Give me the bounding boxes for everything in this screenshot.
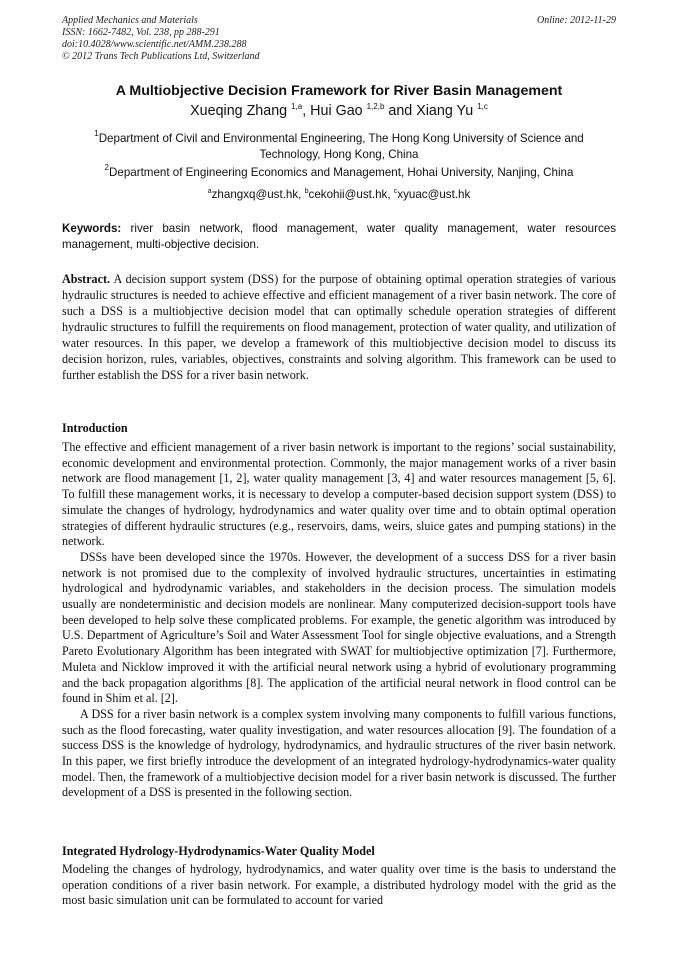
abstract-text: A decision support system (DSS) for the purpose of obtaining optimal operation strategies of various hydraulic structures is needed to achieve effective and efficient management of a river basin network. The core of such a DSS is a multiobjective decision model that can optimally schedule operation strategies of different hydraulic structures to fulfill the requirements on flood management, protection of water quality, and utilization of water resources. In this paper, we develop a framework of this multiobjective decision model to discuss its decision horizon, rules, variables, objectives, constraints and solving algorithm. This framework can be used to further establish the DSS for a river basin network. — [62, 272, 616, 382]
author-name: Hui Gao — [310, 103, 363, 119]
email-marker: a — [207, 188, 212, 195]
email-list — [62, 187, 616, 203]
affiliation-marker: 1 — [94, 129, 99, 138]
section-heading-integrated-model: Integrated Hydrology-Hydrodynamics-Water Quality Model — [62, 844, 375, 858]
issn-line: ISSN: 1662-7482, Vol. 238, pp 288-291 — [62, 27, 220, 38]
affiliation-2 — [62, 165, 616, 181]
section-heading-introduction: Introduction — [62, 421, 128, 435]
copyright-line: © 2012 Trans Tech Publications Ltd, Switzerland — [62, 51, 260, 62]
author-affil-marker: 1,a — [291, 102, 303, 111]
body-paragraph: A DSS for a river basin network is a complex system involving many components to fulfill various functions, such as the flood forecasting, water quality investigation, and water resources allocation [9]. The foundation of a success DSS is the knowledge of hydrology, hydrodynamics, and hydraulic structures of the river basin network. In this paper, we first briefly introduce the development of an integrated hydrology-hydrodynamics-water quality model. Then, the framework of a multiobjective decision model for a river basin network is discussed. The further development of a DSS is presented in the following section. — [62, 706, 616, 800]
email-address[interactable]: zhangxq@ust.hk — [211, 188, 299, 201]
author-name: Xueqing Zhang — [190, 103, 288, 119]
email-separator: , — [387, 188, 394, 201]
journal-header — [62, 15, 616, 63]
affiliation-text: Department of Engineering Economics and Management, Hohai University, Nanjing, China — [109, 166, 574, 179]
author-separator: and — [384, 103, 417, 119]
section-body-introduction — [62, 440, 616, 801]
body-paragraph: The effective and efficient management of a river basin network is important to the regions’ social sustainability, economic development and environmental protection. Commonly, the major management works of a river basin network are flood management [1, 2], water quality management [3, 4] and water resources management [5, 6]. To fulfill these management works, it is necessary to develop a computer-based decision support system (DSS) to simulate the changes of hydrology, hydrodynamics and water quality over time and to obtain optimal operation strategies of different hydraulic structures (e.g., reservoirs, dams, weirs, sluice gates and pumping stations) in the network. — [62, 440, 616, 549]
email-address[interactable]: cekohii@ust.hk — [308, 188, 388, 201]
doi-line: doi:10.4028/www.scientific.net/AMM.238.288 — [62, 39, 247, 50]
abstract-label: Abstract. — [62, 272, 111, 286]
author-name: Xiang Yu — [416, 103, 474, 119]
abstract-block — [62, 271, 616, 383]
section-body-integrated-model — [62, 862, 616, 909]
journal-name: Applied Mechanics and Materials — [62, 15, 198, 26]
affiliation-1 — [74, 131, 604, 163]
affiliation-marker: 2 — [104, 163, 109, 172]
keywords-block — [62, 221, 616, 253]
paper-title: A Multiobjective Decision Framework for River Basin Management — [115, 83, 563, 99]
email-marker: b — [304, 188, 309, 195]
author-affil-marker: 1,c — [477, 102, 488, 111]
affiliation-text: Department of Civil and Environmental Engineering, The Hong Kong University of Science and Technology, Hong Kong, China — [98, 132, 584, 161]
body-paragraph: DSSs have been developed since the 1970s. However, the development of a success DSS for a river basin network is not promised due to the complexity of involved hydraulic structures, uncertainties in estimating hydrological and hydrodynamic variables, and stakeholders in the decision process. The simulation models usually are nondeterministic and decision models are nonlinear. Many computerized decision-support tools have been developed to help solve these complicated problems. For example, the genetic algorithm was introduced by U.S. Department of Agriculture’s Soil and Water Assessment Tool for single objective evaluations, and a Strength Pareto Evolutionary Algorithm has been integrated with SWAT for multiobjective optimization [7]. Furthermore, Muleta and Nicklow improved it with the artificial neural network using a hybrid of evolutionary programming and the back propagation algorithms [8]. The application of the artificial neural network in flood control can be found in Shim et al. [2]. — [62, 549, 616, 706]
keywords-text: river basin network, flood management, water quality management, water resources management, multi-objective decision. — [62, 222, 616, 251]
body-paragraph: Modeling the changes of hydrology, hydrodynamics, and water quality over time is the basis to understand the operation conditions of a river basin network. For example, a distributed hydrology model with the grid as the most basic simulation unit can be formulated to account for varied — [62, 862, 616, 908]
author-separator: , — [302, 103, 311, 119]
email-address[interactable]: xyuac@ust.hk — [397, 188, 471, 201]
author-affil-marker: 1,2,b — [366, 102, 385, 111]
email-marker: c — [393, 188, 398, 195]
online-date: Online: 2012-11-29 — [537, 15, 616, 26]
keywords-label: Keywords: — [62, 222, 122, 235]
email-separator: , — [298, 188, 305, 201]
author-list — [62, 101, 616, 121]
